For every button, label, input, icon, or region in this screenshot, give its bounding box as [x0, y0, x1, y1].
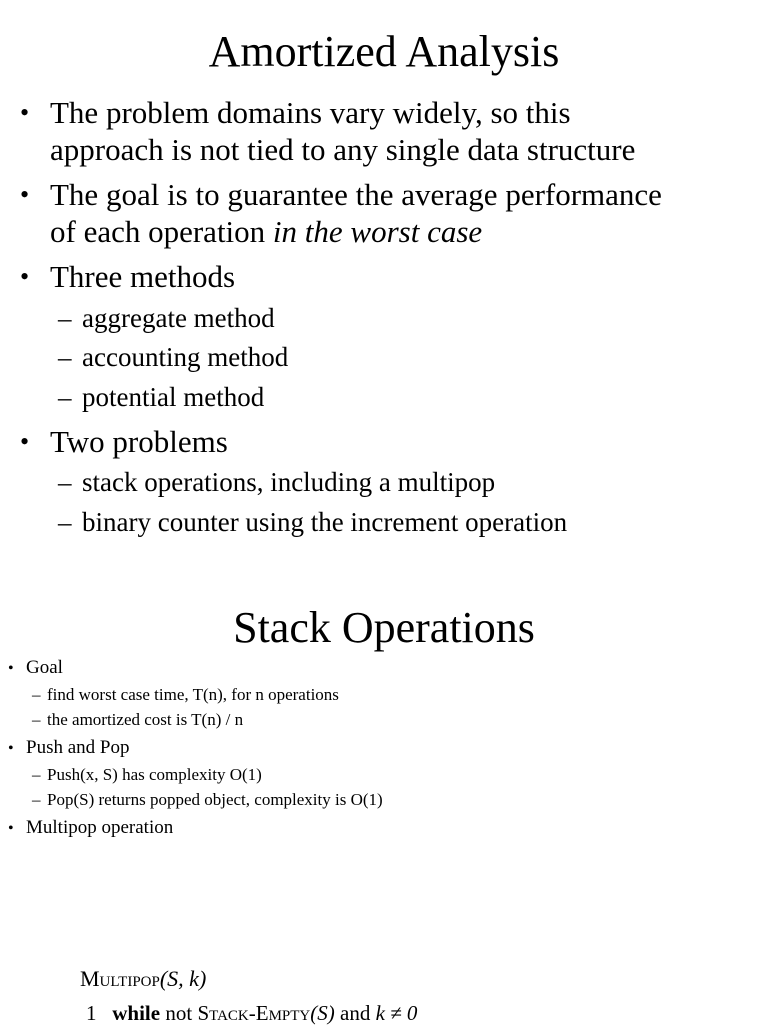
- keyword-not: not: [165, 1001, 193, 1025]
- bullet-symbol: •: [20, 427, 30, 456]
- bullet-item: [8, 736, 129, 761]
- bullet-text-line: approach is not tied to any single data structure: [50, 132, 636, 167]
- bullet-item: [8, 656, 63, 681]
- sub-bullet-text: the amortized cost is T(n) / n: [47, 710, 244, 729]
- bullet-text: Multipop operation: [26, 817, 174, 838]
- bullet-text-line: The problem domains vary widely, so this: [50, 95, 571, 130]
- bullet-text-emphasis: in the worst case: [272, 214, 483, 249]
- keyword-while: while: [112, 1001, 161, 1025]
- bullet-text: [50, 94, 740, 168]
- slide-title: Amortized Analysis: [208, 27, 560, 76]
- loop-condition: k ≠ 0: [375, 1001, 418, 1025]
- sub-bullet-symbol: –: [58, 303, 72, 333]
- sub-bullet-text: aggregate method: [82, 303, 275, 333]
- sub-bullet-symbol: –: [58, 507, 72, 537]
- bullet-item: [20, 176, 740, 250]
- pseudocode-line: [86, 1000, 417, 1026]
- function-call: Stack-Empty: [197, 1001, 311, 1025]
- bullet-symbol: •: [8, 660, 14, 677]
- bullet-text: Goal: [26, 657, 63, 678]
- sub-bullet-item: [58, 341, 288, 373]
- bullet-item: [20, 423, 740, 460]
- bullet-symbol: •: [8, 740, 14, 757]
- sub-bullet-item: [32, 789, 383, 811]
- sub-bullet-text: binary counter using the increment operation: [82, 507, 568, 537]
- sub-bullet-symbol: –: [32, 790, 41, 809]
- procedure-name: Multipop: [80, 966, 160, 991]
- bullet-item: [20, 94, 740, 168]
- bullet-symbol: •: [20, 180, 30, 209]
- bullet-text-line: The goal is to guarantee the average performance: [50, 177, 662, 212]
- bullet-symbol: •: [20, 262, 30, 291]
- bullet-symbol: •: [20, 98, 30, 127]
- sub-bullet-text: accounting method: [82, 342, 289, 372]
- sub-bullet-text: stack operations, including a multipop: [82, 467, 496, 497]
- sub-bullet-symbol: –: [58, 342, 72, 372]
- sub-bullet-symbol: –: [32, 765, 41, 784]
- slide-title: Stack Operations: [233, 603, 535, 652]
- pseudocode-header: [80, 966, 206, 992]
- bullet-item: [20, 258, 740, 295]
- sub-bullet-text: potential method: [82, 382, 265, 412]
- sub-bullet-item: [32, 709, 243, 731]
- bullet-symbol: •: [8, 820, 14, 837]
- sub-bullet-text: Push(x, S) has complexity O(1): [47, 765, 262, 784]
- bullet-text-line: [50, 213, 740, 250]
- sub-bullet-symbol: –: [32, 710, 41, 729]
- sub-bullet-item: [58, 466, 495, 498]
- sub-bullet-symbol: –: [58, 382, 72, 412]
- sub-bullet-item: [32, 684, 339, 706]
- procedure-params: (S, k): [159, 966, 207, 991]
- sub-bullet-item: [58, 381, 264, 413]
- sub-bullet-symbol: –: [32, 685, 41, 704]
- sub-bullet-item: [58, 302, 275, 334]
- bullet-text-plain: of each operation: [50, 214, 273, 249]
- line-number: 1: [86, 1001, 97, 1025]
- function-args: (S): [310, 1001, 335, 1025]
- sub-bullet-item: [58, 506, 567, 538]
- sub-bullet-text: Pop(S) returns popped object, complexity is O(1): [47, 790, 383, 809]
- bullet-text: Three methods: [50, 259, 236, 294]
- bullet-text: Two problems: [50, 424, 228, 459]
- keyword-and: and: [340, 1001, 371, 1025]
- sub-bullet-item: [32, 764, 262, 786]
- slide-stack-operations: [0, 580, 768, 1024]
- bullet-text: Push and Pop: [26, 737, 130, 758]
- sub-bullet-symbol: –: [58, 467, 72, 497]
- sub-bullet-text: find worst case time, T(n), for n operations: [47, 685, 339, 704]
- bullet-item: [8, 816, 173, 841]
- bullet-text: [50, 176, 740, 250]
